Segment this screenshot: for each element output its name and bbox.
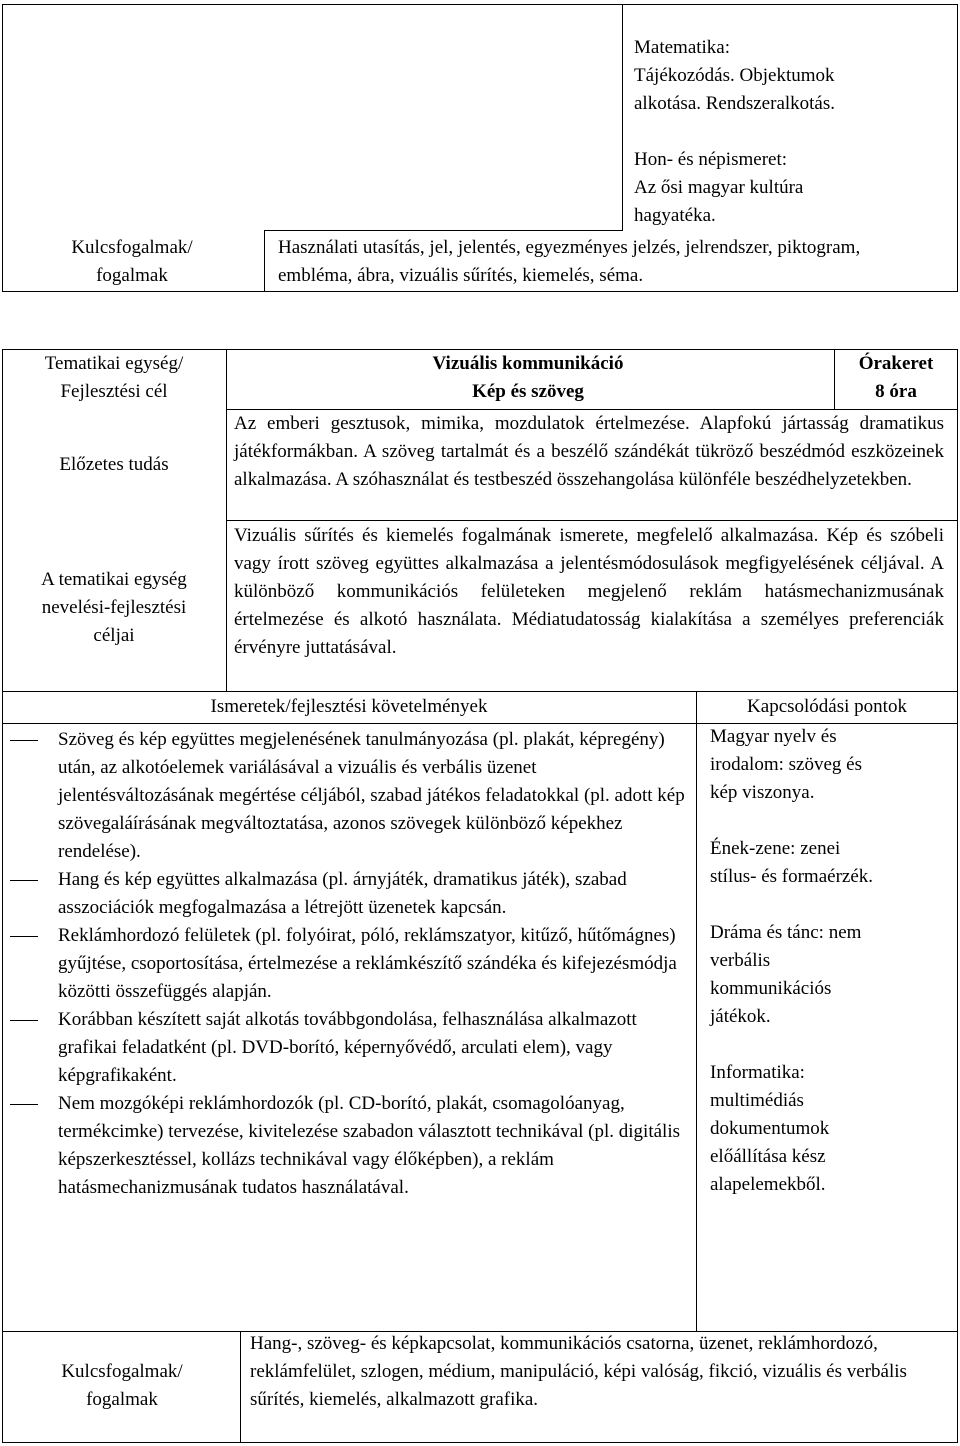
connection-item: [710, 835, 880, 891]
connection-text: szöveg és kép viszonya.: [710, 754, 862, 803]
subject-math: Matematika:: [634, 37, 731, 58]
bottom-key-label-line1: Kulcsfogalmak/: [61, 1361, 183, 1382]
goals-label: [4, 566, 224, 650]
bottom-key-label: [4, 1358, 240, 1414]
bottom-key-text: Hang-, szöveg- és képkapcsolat, kommunikációs csatorna, üzenet, reklámhordozó, reklámfelület, szlogen, médium, manipuláció, képi valóság, fikció, vizuális és verbális sűrítés, kiemelés, alkalmazott grafika.: [250, 1333, 907, 1410]
folk-text: Az ősi magyar kultúra hagyatéka.: [634, 177, 804, 226]
requirement-item: Reklámhordozó felületek (pl. folyóirat, póló, reklámszatyor, kitűző, hűtőmágnes) gyűjtése, csoportosítása, értelmezése a reklámkészítő szándéka és kifejezésmódja közötti összefüggés alapján.: [2, 922, 696, 1006]
connection-subject: Dráma és tánc:: [710, 922, 824, 943]
hours-value: 8 óra: [875, 381, 917, 402]
goals-text: Vizuális sűrítés és kiemelés fogalmának ismerete, megfelelő alkalmazása. Kép és szóbeli vagy írott szöveg együttes alkalmazása a jelentésmódosulások megfigyelésének céljával. A különböző kommunikációs felületeken megjelenő reklám hatásmechanizmusának értelmezése és alkotó használata. Médiatudatosság kialakítása a személyes preferenciák érvényre juttatásával.: [234, 525, 944, 658]
math-text: Tájékozódás. Objektumok alkotása. Rendszeralkotás.: [634, 65, 836, 114]
connection-item: [710, 919, 880, 1031]
goals-label-line3: céljai: [93, 625, 135, 646]
prior-label: Előzetes tudás: [59, 454, 169, 475]
connection-item: [710, 1059, 880, 1199]
goals-label-line2: nevelési-fejlesztési: [41, 597, 187, 618]
requirement-item: Korábban készített saját alkotás továbbgondolása, felhasználása alkalmazott grafikai feladatként (pl. DVD-borító, képernyővédő, arculati elem), vagy képgrafikaként.: [2, 1006, 696, 1090]
subject-folk: Hon- és népismeret:: [634, 149, 788, 170]
connections-header: Kapcsolódási pontok: [747, 696, 907, 717]
requirement-item: Hang és kép együttes alkalmazása (pl. árnyjáték, dramatikus játék), szabad asszociációk megfogalmazása a létrejött üzenetek kapcsán.: [2, 866, 696, 922]
hours-label: Órakeret: [858, 353, 934, 374]
cross-references: [634, 34, 944, 230]
bottom-key-label-line2: fogalmak: [86, 1389, 158, 1410]
unit-title-line2: Kép és szöveg: [472, 381, 584, 402]
unit-title: [228, 350, 828, 406]
unit-label-line1: Tematikai egység/: [44, 353, 184, 374]
connection-subject: Ének-zene:: [710, 838, 796, 859]
requirements-list: [2, 726, 696, 1202]
connection-text: multimédiás dokumentumok előállítása kész alapelemekből.: [710, 1090, 830, 1195]
key-label-line2: fogalmak: [96, 265, 168, 286]
connection-subject: Magyar nyelv és irodalom:: [710, 726, 837, 775]
prior-text: Az emberi gesztusok, mimika, mozdulatok értelmezése. Alapfokú jártasság dramatikus játékformákban. A szöveg tartalmát és a beszélő szándékát tükröző beszédmód eszközeinek alkalmazása. A szóhasználat és testbeszéd összehangolása különféle beszédhelyzetekben.: [234, 413, 944, 490]
top-key-text: Használati utasítás, jel, jelentés, egyezményes jelzés, jelrendszer, piktogram, embléma, ábra, vizuális sűrítés, kiemelés, séma.: [278, 237, 861, 286]
unit-title-line1: Vizuális kommunikáció: [432, 353, 624, 374]
connection-text: nem verbális kommunikációs játékok.: [710, 922, 862, 1027]
requirement-item: Nem mozgóképi reklámhordozók (pl. CD-borító, plakát, csomagolóanyag, termékcimke) tervezése, kivitelezése szabadon választott technikával (pl. digitális képszerkesztéssel, kollázs technikával vagy élőképben), a reklám hatásmechanizmusának tudatos használatával.: [2, 1090, 696, 1202]
connection-item: [710, 723, 880, 807]
requirement-item: Szöveg és kép együttes megjelenésének tanulmányozása (pl. plakát, képregény) után, az alkotóelemek variálásával a vizuális és verbális üzenet jelentésváltozásának megértése céljából, szabad játékos feladatokkal (pl. adott kép szövegaláírásának megváltoztatása, azonos szövegek különböző képekhez rendelése).: [2, 726, 696, 866]
connections-list: [710, 723, 880, 1199]
hours-box: [836, 350, 956, 406]
requirements-header: Ismeretek/fejlesztési követelmények: [210, 696, 488, 717]
goals-label-line1: A tematikai egység: [41, 569, 187, 590]
unit-label: [4, 350, 224, 406]
connection-text: zenei stílus- és formaérzék.: [710, 838, 874, 887]
key-label-line1: Kulcsfogalmak/: [71, 237, 193, 258]
top-key-label: [4, 234, 260, 290]
connection-subject: Informatika:: [710, 1062, 805, 1083]
unit-label-line2: Fejlesztési cél: [60, 381, 168, 402]
